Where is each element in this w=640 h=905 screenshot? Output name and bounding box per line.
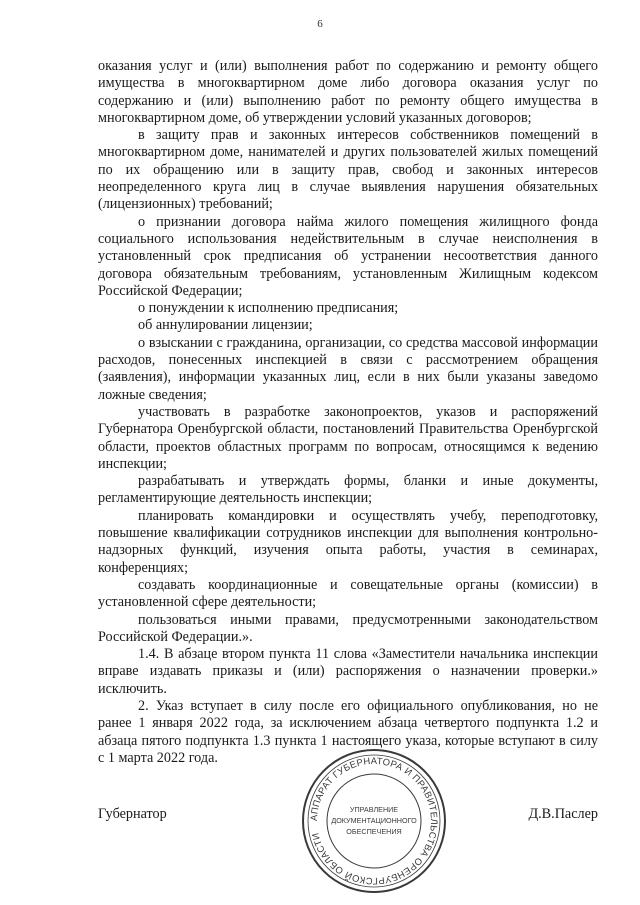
paragraph: об аннулировании лицензии; (138, 317, 313, 334)
stamp-center-line: ДОКУМЕНТАЦИОННОГО (331, 816, 417, 825)
paragraph: о признании договора найма жилого помещения жилищного фонда социального использования недействительным в случае неисполнения в установленный срок предписания об устранении несоответствия данного договора обязательным требованиям, установленным Жилищным кодексом Российской Федерации; (98, 213, 598, 299)
paragraph: пользоваться иными правами, предусмотренными законодательством Российской Федерации.». (98, 611, 598, 645)
signatory-position: Губернатор (98, 806, 167, 822)
document-body (98, 58, 598, 767)
paragraph: планировать командировки и осуществлять учебу, переподготовку, повышение квалификации сотрудников инспекции для выполнения контрольно-надзорных функций, изучения опыта работы, участия в семинарах, конференциях; (98, 507, 598, 576)
stamp-center-line: УПРАВЛЕНИЕ (349, 805, 399, 814)
stamp-seal-icon (299, 746, 449, 896)
paragraph: о взыскании с гражданина, организации, со средства массовой информации расходов, понесенных инспекцией в связи с рассмотрением обращения (заявления), информации указанных лиц, если в них были указаны заведомо ложные сведения; (98, 334, 598, 403)
stamp-ring-text: АППАРАТ ГУБЕРНАТОРА И ПРАВИТЕЛЬСТВА ОРЕНБУРГСКОЙ ОБЛАСТИ (307, 754, 441, 888)
paragraph: оказания услуг и (или) выполнения работ по содержанию и ремонту общего имущества в многоквартирном доме либо договора оказания услуг по содержанию и (или) выполнению работ по ремонту общего имущества в многоквартирном доме, об утверждении условий указанных договоров; (98, 58, 598, 126)
page-number: 6 (317, 18, 323, 30)
official-stamp (299, 746, 449, 896)
paragraph: 2. Указ вступает в силу после его официального опубликования, но не ранее 1 января 2022 года, за исключением абзаца четвертого подпункта 1.2 и абзаца пятого подпункта 1.3 пункта 1 настоящего указа, которые вступают в силу с 1 марта 2022 года. (98, 697, 598, 766)
signatory-name: Д.В.Паслер (528, 806, 598, 822)
paragraph: разрабатывать и утверждать формы, бланки и иные документы, регламентирующие деятельность инспекции; (98, 473, 598, 507)
stamp-center-line: ОБЕСПЕЧЕНИЯ (346, 827, 402, 836)
paragraph: 1.4. В абзаце втором пункта 11 слова «Заместители начальника инспекции вправе издавать приказы и (или) распоряжения о назначении проверки.» исключить. (98, 646, 598, 697)
paragraph: в защиту прав и законных интересов собственников помещений в многоквартирном доме, нанимателей и других пользователей жилых помещений по их обращению или в защиту прав, свобод и законных интересов неопределенного круга лиц в случае выявления нарушения обязательных (лицензионных) требований; (98, 127, 598, 213)
paragraph: создавать координационные и совещательные органы (комиссии) в установленной сфере деятельности; (98, 576, 598, 611)
paragraph: участвовать в разработке законопроектов, указов и распоряжений Губернатора Оренбургской области, постановлений Правительства Оренбургской области, проектов областных программ по вопросам, относящимся к ведению инспекции; (98, 403, 598, 472)
paragraph: о понуждении к исполнению предписания; (138, 300, 399, 317)
